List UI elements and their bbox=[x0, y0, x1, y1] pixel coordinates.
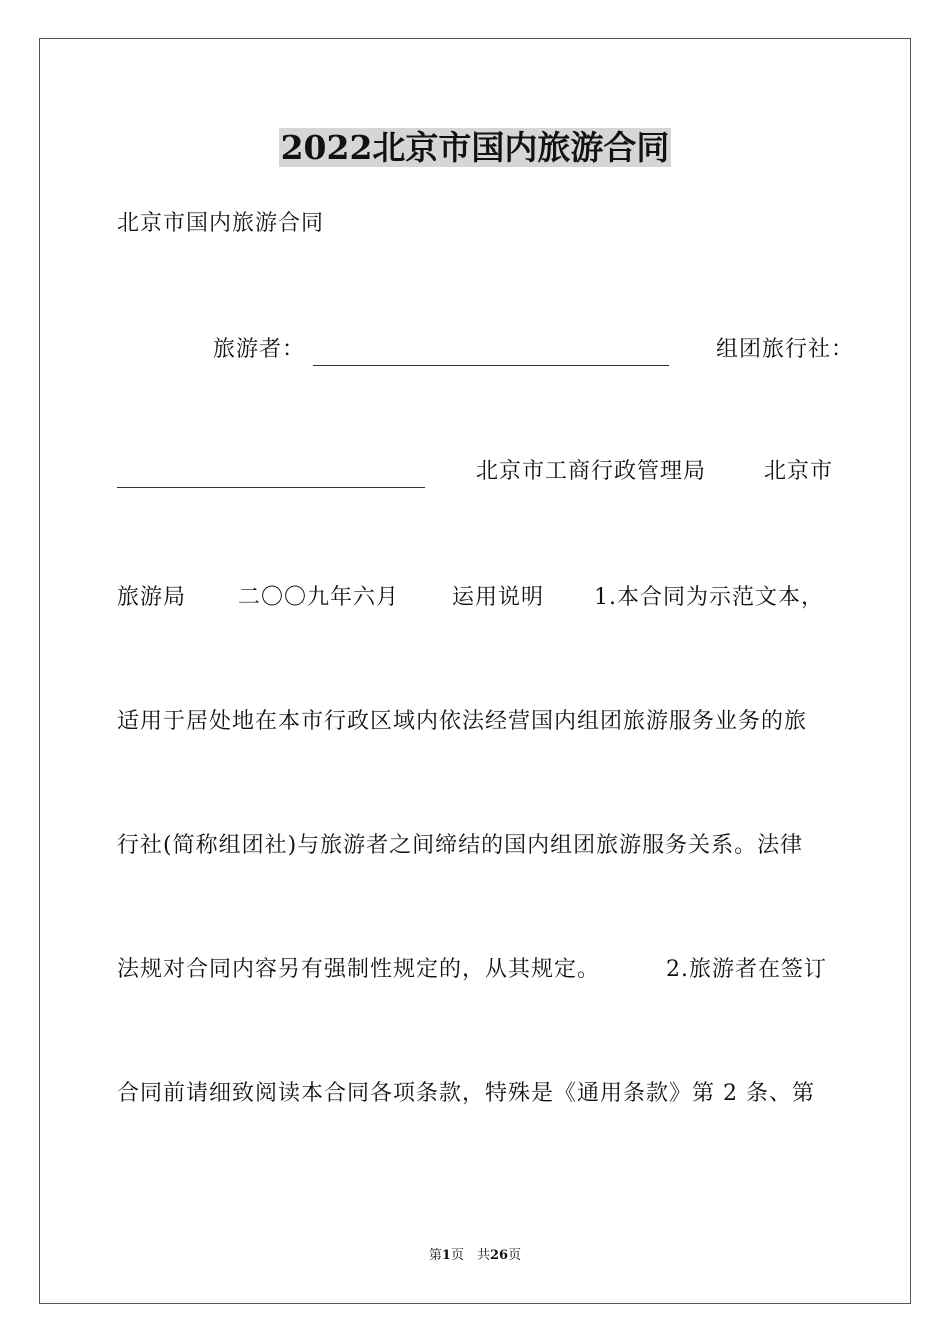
body-line-2: 行社(简称组团社)与旅游者之间缔结的国内组团旅游服务关系。法律 bbox=[117, 833, 804, 858]
tourist-blank-line[interactable] bbox=[313, 339, 669, 366]
body-line-3: 法规对合同内容另有强制性规定的，从其规定。 bbox=[117, 957, 601, 982]
issuer-2-part1: 北京市 bbox=[764, 459, 834, 484]
footer-total-pages: 26 bbox=[489, 1248, 509, 1263]
document-subtitle: 北京市国内旅游合同 bbox=[117, 211, 325, 236]
issuer-1: 北京市工商行政管理局 bbox=[476, 459, 707, 484]
tourist-label: 旅游者： bbox=[213, 337, 306, 362]
usage-item-1-start: 1.本合同为示范文本， bbox=[594, 585, 824, 610]
page-footer bbox=[0, 1246, 950, 1266]
body-line-3-item2: 2.旅游者在签订 bbox=[666, 957, 827, 982]
agency-label: 组团旅行社： bbox=[716, 337, 855, 362]
issue-date: 二〇〇九年六月 bbox=[238, 585, 400, 610]
footer-mid: 页 共 bbox=[450, 1248, 490, 1263]
document-title-text: 2022北京市国内旅游合同 bbox=[280, 128, 670, 167]
agency-field-row bbox=[117, 456, 425, 488]
footer-current-page: 1 bbox=[441, 1248, 451, 1263]
agency-blank-line[interactable] bbox=[117, 461, 425, 488]
body-line-4: 合同前请细致阅读本合同各项条款，特殊是《通用条款》第 2 条、第 bbox=[117, 1081, 815, 1106]
footer-suffix: 页 bbox=[508, 1248, 522, 1263]
usage-heading: 运用说明 bbox=[452, 585, 545, 610]
issuer-2-part2: 旅游局 bbox=[117, 585, 187, 610]
tourist-field-row bbox=[213, 334, 669, 366]
footer-prefix: 第 bbox=[428, 1248, 442, 1263]
document-title bbox=[0, 124, 950, 172]
body-line-1: 适用于居处地在本市行政区域内依法经营国内组团旅游服务业务的旅 bbox=[117, 709, 808, 734]
